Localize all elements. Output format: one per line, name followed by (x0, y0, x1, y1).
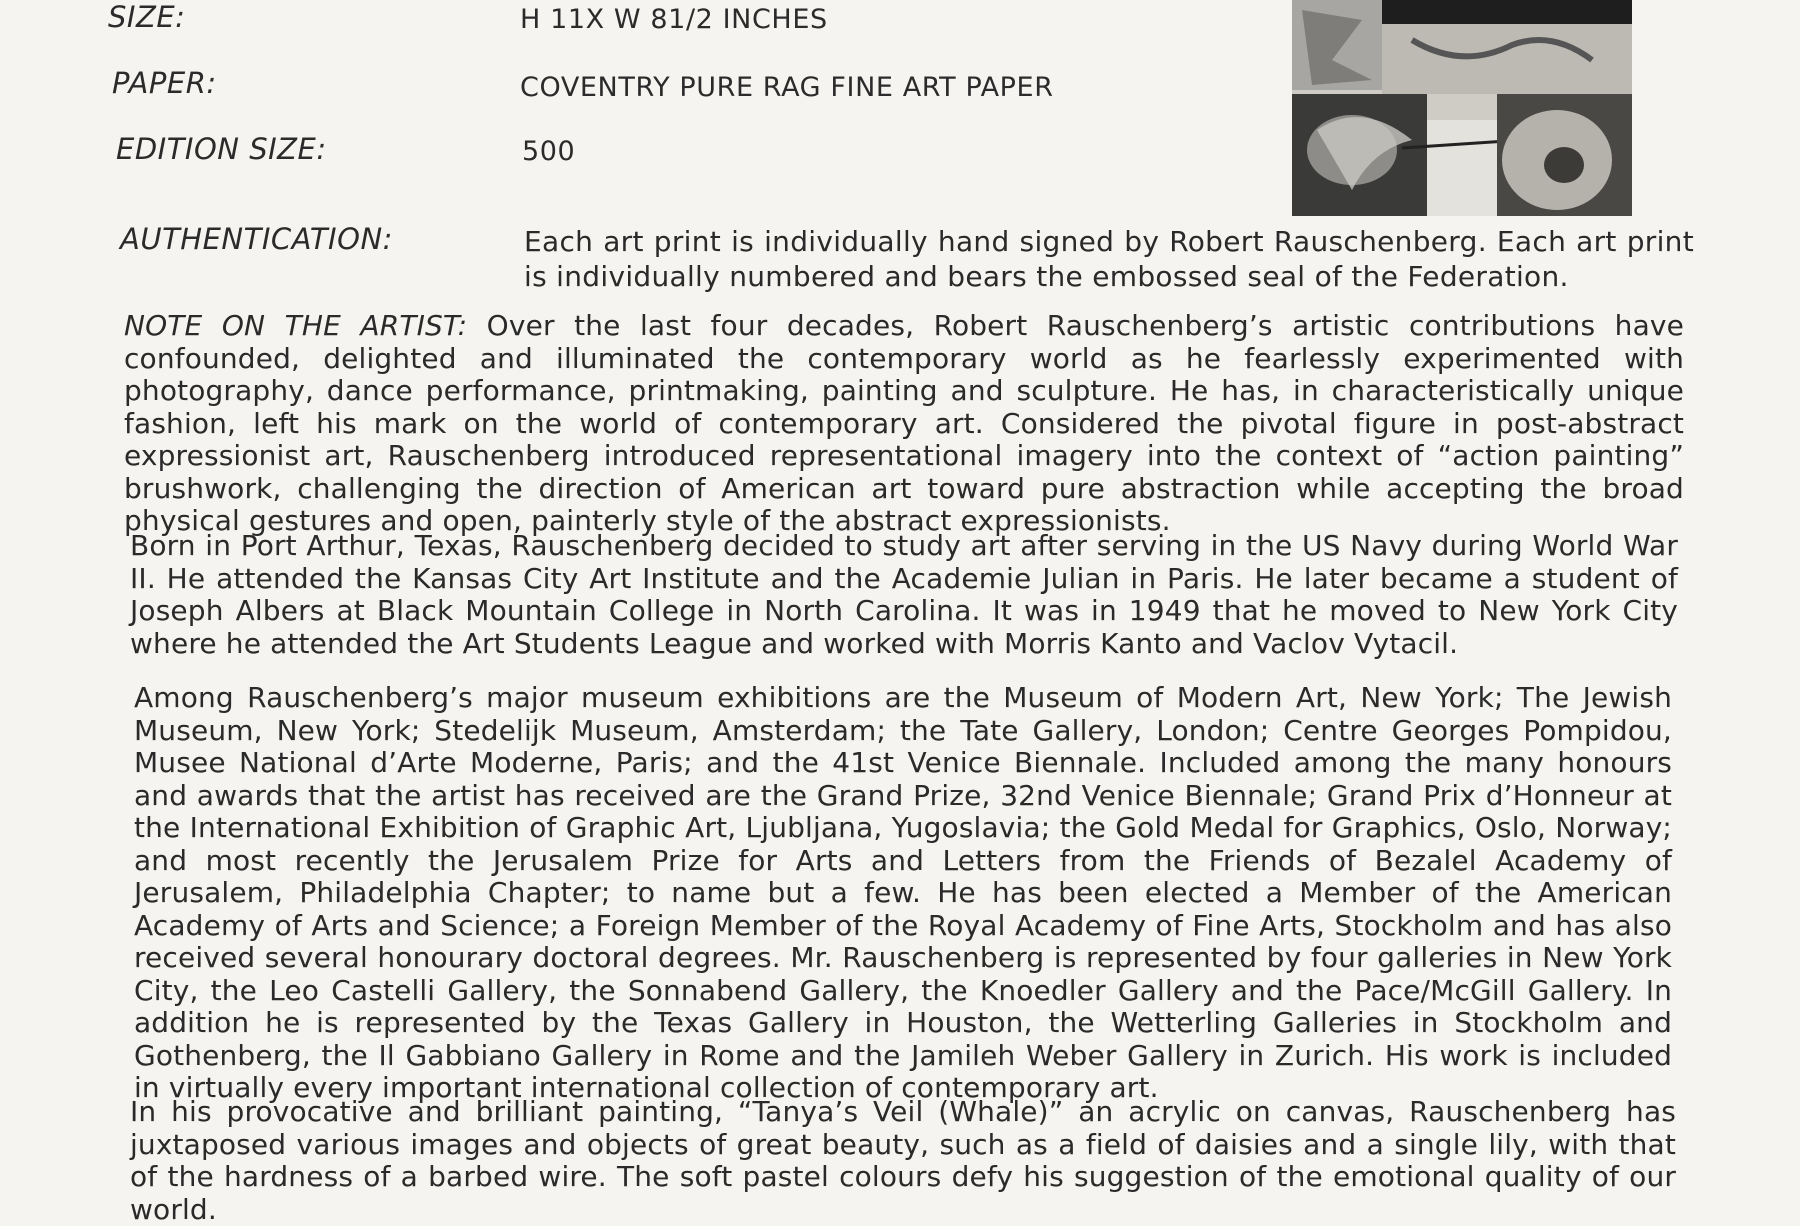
note-paragraph-3: Among Rauschenberg’s major museum exhibitions are the Museum of Modern Art, New York; The Jewish Museum, New York; Stedelijk Museum, Amsterdam; the Tate Gallery, London; Centre Georges Pompidou, Musee National d’Arte Moderne, Paris; and the 41st Venice Biennale. Included among the many honours and awards that the artist has received are the Grand Prize, 32nd Venice Biennale; Grand Prix d’Honneur at the International Exhibition of Graphic Art, Ljubljana, Yugoslavia; the Gold Medal for Graphics, Oslo, Norway; and most recently the Jerusalem Prize for Arts and Letters from the Friends of Bezalel Academy of Jerusalem, Philadelphia Chapter; to name but a few. He has been elected a Member of the American Academy of Arts and Science; a Foreign Member of the Royal Academy of Fine Arts, Stockholm and has also received several honourary doctoral degrees. Mr. Rauschenberg is represented by four galleries in New York City, the Leo Castelli Gallery, the Sonnabend Gallery, the Knoedler Gallery and the Pace/McGill Gallery. In addition he is represented by the Texas Gallery in Houston, the Wetterling Galleries in Stockholm and Gothenberg, the Il Gabbiano Gallery in Rome and the Jamileh Weber Gallery in Zurich. His work is included in virtually every important international collection of contemporary art. (134, 681, 1672, 1104)
size-label: SIZE: (108, 0, 186, 34)
edition-size-label: EDITION SIZE: (116, 132, 327, 166)
paper-label: PAPER: (112, 66, 217, 100)
note-on-the-artist-label: NOTE ON THE ARTIST: (124, 309, 468, 342)
artwork-thumbnail (1292, 0, 1632, 216)
note-paragraph-4: In his provocative and brilliant painting, “Tanya’s Veil (Whale)” an acrylic on canvas, Rauschenberg has juxtaposed various images and objects of great beauty, such as a field of daisies and a single lily, with that of the hardness of a barbed wire. The soft pastel colours defy his suggestion of the emotional quality of our world. (130, 1095, 1676, 1226)
artwork-image (1292, 0, 1632, 216)
size-value: H 11X W 81/2 INCHES (520, 4, 828, 35)
paper-value: COVENTRY PURE RAG FINE ART PAPER (520, 72, 1054, 103)
note-paragraph-2: Born in Port Arthur, Texas, Rauschenberg decided to study art after serving in the US Navy during World War II. He attended the Kansas City Art Institute and the Academie Julian in Paris. He later became a student of Joseph Albers at Black Mountain College in North Carolina. It was in 1949 that he moved to New York City where he attended the Art Students League and worked with Morris Kanto and Vaclov Vytacil. (130, 529, 1678, 660)
authentication-text: Each art print is individually hand signed by Robert Rauschenberg. Each art print is individually numbered and bears the embossed seal of the Federation. (524, 225, 1694, 293)
edition-size-value: 500 (522, 136, 576, 167)
note-paragraph-1 (124, 310, 1684, 538)
note-paragraph-1-text: Over the last four decades, Robert Rauschenberg’s artistic contributions have confounded, delighted and illuminated the contemporary world as he fearlessly experimented with photography, dance performance, printmaking, painting and sculpture. He has, in characteristically unique fashion, left his mark on the world of contemporary art. Considered the pivotal figure in post-abstract expressionist art, Rauschenberg introduced representational imagery into the context of “action painting” brushwork, challenging the direction of American art toward pure abstraction while accepting the broad physical gestures and open, painterly style of the abstract expressionists. (124, 309, 1684, 537)
authentication-label: AUTHENTICATION: (120, 222, 393, 256)
